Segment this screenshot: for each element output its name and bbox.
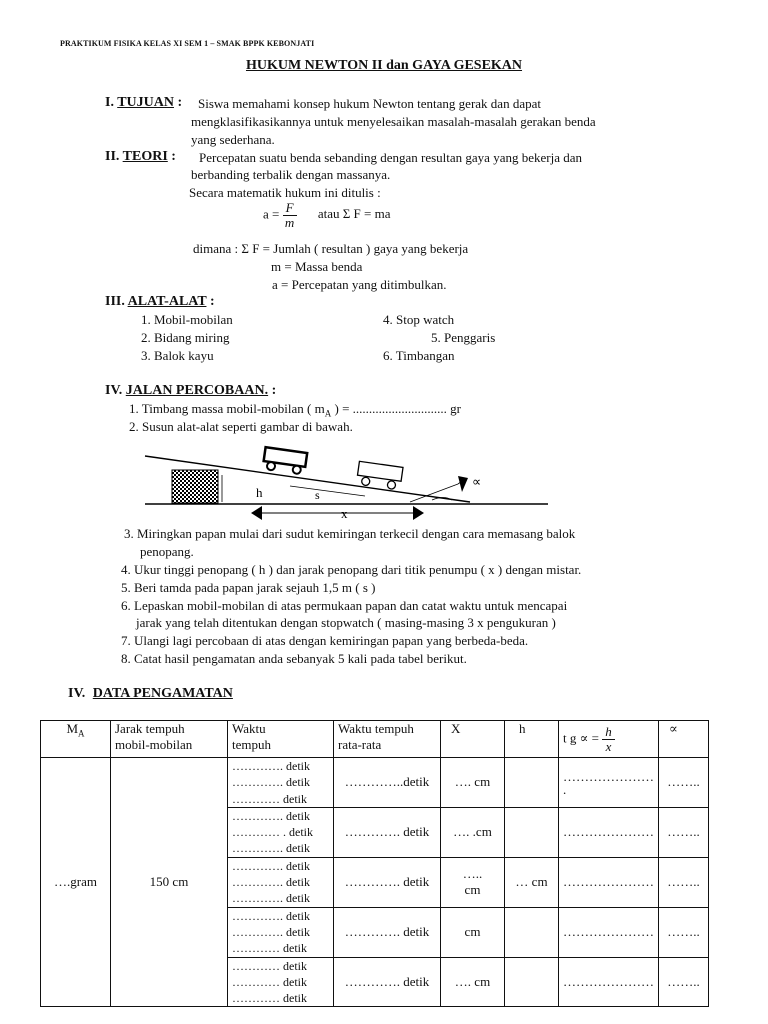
header-jarak: Jarak tempuh mobil-mobilan (111, 721, 228, 758)
section-label: JALAN PERCOBAAN. (125, 383, 269, 398)
time-cell (228, 857, 334, 907)
angle-arrow-icon (458, 476, 468, 492)
tangent-entry: ………………… (563, 974, 654, 989)
h-cell (505, 957, 559, 1007)
tujuan-line: Siswa memahami konsep hukum Newton tentang gerak dan dapat (198, 96, 541, 111)
header-alpha: ∝ (659, 721, 709, 758)
definition-line: m = Massa benda (271, 259, 363, 274)
definition-line: a = Percepatan yang ditimbulkan. (272, 277, 447, 292)
time-entry: ………… . detik (232, 825, 313, 840)
section-number: III. (105, 294, 125, 309)
tangent-entry: ………………… (563, 924, 654, 940)
x-entry: cm (464, 924, 481, 940)
procedure-step: 4. Ukur tinggi penopang ( h ) dan jarak penopang dari titik penumpu ( x ) dengan mistar. (121, 562, 582, 577)
label-x: x (341, 506, 348, 521)
section-colon: : (271, 383, 277, 398)
tangent-cell (559, 957, 659, 1007)
header-x: X (441, 721, 505, 758)
equipment-item: 1. Mobil-mobilan (141, 312, 233, 327)
right-arrow-icon (413, 506, 424, 520)
teori-line: Percepatan suatu benda sebanding dengan resultan gaya yang bekerja dan (199, 150, 582, 165)
section-alat-heading (105, 294, 215, 310)
section-colon: : (209, 294, 215, 309)
x-cell (441, 857, 505, 907)
average-cell: …………. detik (334, 807, 441, 857)
tangent-cell (559, 807, 659, 857)
x-cell (441, 758, 505, 808)
time-entry: …………. detik (232, 775, 310, 790)
x-cell (441, 957, 505, 1007)
toy-car-icon (356, 461, 403, 490)
observation-table (40, 720, 709, 1007)
tangent-entry: . (563, 782, 567, 798)
formula-alternative: atau Σ F = ma (317, 206, 391, 222)
tangent-cell (559, 857, 659, 907)
procedure-step: 5. Beri tamda pada papan jarak sejauh 1,5 m ( s ) (121, 580, 376, 595)
h-cell (505, 907, 559, 957)
x-cell (441, 907, 505, 957)
x-entry: …. cm (454, 774, 491, 790)
inclined-plane-diagram (140, 440, 560, 526)
time-entry: …………. detik (232, 808, 310, 823)
formula-fraction (283, 201, 297, 230)
time-entry: …………. detik (232, 908, 310, 923)
section-label: ALAT-ALAT (127, 294, 207, 309)
x-entry: …. .cm (453, 824, 492, 840)
header-tg: t g ∝ = $\frac{h}{x}$ (559, 721, 659, 758)
header-h: h (505, 721, 559, 758)
time-entry: …………. detik (232, 858, 310, 873)
time-cell (228, 807, 334, 857)
angle-cell: …….. (659, 758, 709, 808)
tangent-entry: ………………… (563, 824, 654, 840)
equipment-item: 4. Stop watch (383, 312, 455, 327)
time-entry: ………… detik (232, 991, 307, 1006)
section-label: TEORI (122, 149, 168, 164)
section-number: I. (105, 95, 114, 110)
tujuan-line: yang sederhana. (191, 132, 275, 147)
time-entry: ………… detik (232, 791, 307, 806)
procedure-step: 8. Catat hasil pengamatan anda sebanyak 5 kali pada tabel berikut. (121, 651, 467, 666)
angle-cell: …….. (659, 957, 709, 1007)
procedure-step: 6. Lepaskan mobil-mobilan di atas permukaan papan dan catat waktu untuk mencapai (121, 598, 568, 613)
step-text: ) = ............................. gr (331, 401, 461, 416)
equipment-item: 6. Timbangan (383, 348, 455, 363)
section-jalan-heading (105, 383, 276, 399)
x-cell (441, 807, 505, 857)
wooden-block (172, 470, 218, 503)
time-entry: …………. detik (232, 875, 310, 890)
step-text: 1. Timbang massa mobil-mobilan ( m (129, 401, 325, 416)
mass-cell: ….gram (41, 758, 111, 1007)
h-cell: … cm (505, 857, 559, 907)
header-rata: Waktu tempuh rata-rata (334, 721, 441, 758)
tangent-cell (559, 907, 659, 957)
formula-lhs: a = (263, 206, 280, 222)
angle-cell: …….. (659, 857, 709, 907)
time-entry: …………. detik (232, 841, 310, 856)
tujuan-line: mengklasifikasikannya untuk menyelesaikan masalah-masalah gerakan benda (191, 114, 596, 129)
left-arrow-icon (251, 506, 262, 520)
time-cell (228, 957, 334, 1007)
x-entry: …. cm (454, 974, 491, 989)
section-number: IV. (68, 686, 86, 701)
x-entry: ….. (462, 866, 483, 882)
procedure-step-cont: jarak yang telah ditentukan dengan stopwatch ( masing-masing 3 x pengukuran ) (136, 615, 556, 630)
table-row (41, 758, 709, 808)
time-cell (228, 758, 334, 808)
average-cell: …………. detik (334, 907, 441, 957)
newton-formula (263, 201, 390, 230)
section-label: DATA PENGAMATAN (92, 686, 233, 701)
label-h: h (256, 485, 263, 500)
time-entry: ………… detik (232, 941, 307, 956)
average-cell: …………. detik (334, 957, 441, 1007)
time-entry: …………. detik (232, 891, 310, 906)
h-cell (505, 807, 559, 857)
section-number: II. (105, 149, 120, 164)
angle-cell: …….. (659, 907, 709, 957)
page-header: PRAKTIKUM FISIKA KELAS XI SEM 1 – SMAK BPPK KEBONJATI (60, 39, 315, 48)
h-cell (505, 758, 559, 808)
formula-numerator: F (283, 201, 297, 216)
section-colon: : (171, 149, 176, 164)
toy-car-icon (263, 447, 308, 475)
step-subscript: A (324, 408, 332, 419)
label-s: s (315, 488, 320, 502)
section-colon: : (177, 95, 183, 110)
x-entry: cm (464, 882, 481, 898)
tangent-entry: ………………… (563, 874, 654, 890)
time-entry: …………. detik (232, 924, 310, 939)
procedure-step: 3. Miringkan papan mulai dari sudut kemiringan terkecil dengan cara memasang balok (124, 526, 576, 541)
header-ma: $M_A$ (41, 721, 111, 758)
time-cell (228, 907, 334, 957)
angle-cell: …….. (659, 807, 709, 857)
time-entry: ………… detik (232, 974, 307, 989)
section-tujuan-heading (105, 95, 182, 111)
equipment-item: 3. Balok kayu (141, 348, 214, 363)
page-title: HUKUM NEWTON II dan GAYA GESEKAN (245, 58, 523, 73)
section-label: TUJUAN (117, 95, 174, 110)
distance-cell: 150 cm (111, 758, 228, 1007)
average-cell: …………..detik (334, 758, 441, 808)
header-waktu: Waktu tempuh (228, 721, 334, 758)
procedure-step (129, 401, 461, 419)
tangent-entry: ………………… (563, 769, 654, 785)
average-cell: …………. detik (334, 857, 441, 907)
tangent-cell (559, 758, 659, 808)
teori-line: berbanding terbalik dengan massanya. (191, 167, 391, 182)
equipment-item: 5. Penggaris (431, 330, 496, 345)
formula-denominator: m (284, 215, 295, 230)
equipment-item: 2. Bidang miring (141, 330, 230, 345)
section-number: IV. (105, 383, 123, 398)
time-entry: ………… detik (232, 958, 307, 973)
procedure-step: 7. Ulangi lagi percobaan di atas dengan kemiringan papan yang berbeda-beda. (121, 633, 529, 648)
teori-line: Secara matematik hukum ini ditulis : (189, 185, 381, 200)
time-entry: …………. detik (232, 759, 310, 773)
procedure-step-cont: penopang. (140, 544, 194, 559)
section-data-heading (68, 686, 233, 702)
procedure-step: 2. Susun alat-alat seperti gambar di bawah. (129, 419, 353, 434)
definition-line: dimana : Σ F = Jumlah ( resultan ) gaya yang bekerja (193, 241, 469, 256)
label-alpha: ∝ (472, 474, 482, 489)
section-teori-heading (105, 149, 176, 165)
distance-line (290, 486, 365, 496)
table-header-row (41, 721, 709, 758)
